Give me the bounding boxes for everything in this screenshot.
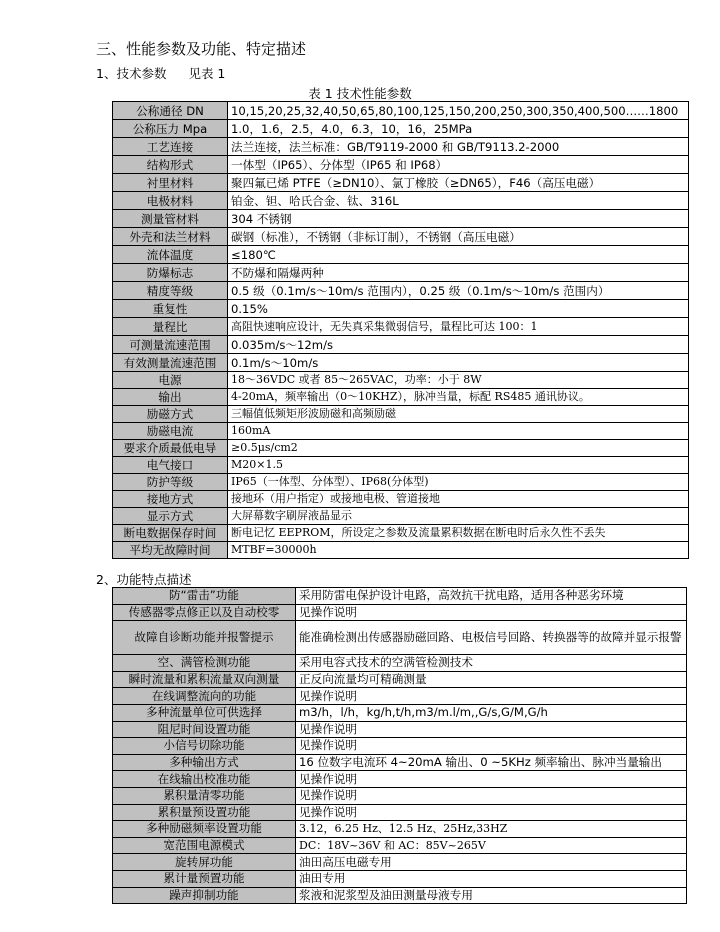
spec-table — [112, 101, 689, 559]
spec-row — [113, 156, 689, 174]
spec-row-label: 精度等级 — [113, 282, 228, 300]
spec-row-value: ≥0.5μs/cm2 — [228, 440, 689, 457]
spec-row-value: 三幅值低频矩形波励磁和高频励磁 — [228, 406, 689, 423]
feature-row — [113, 887, 687, 904]
spec-row-label: 接地方式 — [113, 491, 228, 508]
feature-row-value: 见操作说明 — [296, 688, 687, 705]
feature-row-value: 见操作说明 — [296, 771, 687, 788]
spec-row — [113, 474, 689, 491]
spec-row-value: 18～36VDC 或者 85～265VAC，功率：小于 8W — [228, 372, 689, 389]
table-reference: 见表 1 — [188, 66, 226, 81]
spec-row-label: 量程比 — [113, 318, 228, 336]
spec-row-value: 法兰连接，法兰标准：GB/T9119-2000 和 GB/T9113.2-2000 — [228, 138, 689, 156]
spec-row-label: 公称通径 DN — [113, 102, 228, 120]
spec-row — [113, 525, 689, 542]
feature-row-value: 浆液和泥浆型及油田测量母液专用 — [296, 887, 687, 904]
spec-row-label: 励磁电流 — [113, 423, 228, 440]
feature-row-value: 3.12，6.25 Hz、12.5 Hz、25Hz,33HZ — [296, 821, 687, 838]
feature-row-label: 累计量预置功能 — [113, 870, 296, 887]
section-title: 三、性能参数及功能、特定描述 — [96, 40, 307, 58]
feature-row-value: m3/h，l/h，kg/h,t/h,m3/m.l/m,,G/s,G/M,G/h — [296, 704, 687, 721]
feature-row-label: 阻尼时间设置功能 — [113, 721, 296, 738]
feature-row-value: 见操作说明 — [296, 604, 687, 621]
spec-row-label: 电气接口 — [113, 457, 228, 474]
subsection-tech-params — [96, 64, 225, 82]
spec-row — [113, 210, 689, 228]
spec-row — [113, 174, 689, 192]
spec-row-value: ≤180℃ — [228, 246, 689, 264]
feature-row — [113, 854, 687, 871]
spec-row-value: 0.1m/s～10m/s — [228, 354, 689, 372]
feature-row-label: 在线输出校准功能 — [113, 771, 296, 788]
feature-row-label: 躁声抑制功能 — [113, 887, 296, 904]
feature-row-value: DC：18V~36V 和 AC：85V~265V — [296, 837, 687, 854]
spec-row-value: 接地环（用户指定）或接地电极、管道接地 — [228, 491, 689, 508]
spec-row — [113, 491, 689, 508]
spec-row-label: 防爆标志 — [113, 264, 228, 282]
feature-row-label: 累积量清零功能 — [113, 787, 296, 804]
feature-row-label: 在线调整流向的功能 — [113, 688, 296, 705]
feature-row — [113, 870, 687, 887]
feature-row — [113, 771, 687, 788]
spec-row-label: 衬里材料 — [113, 174, 228, 192]
spec-row-label: 公称压力 Mpa — [113, 120, 228, 138]
spec-row-label: 重复性 — [113, 300, 228, 318]
spec-row-value: 304 不锈钢 — [228, 210, 689, 228]
spec-row-value: 聚四氟已烯 PTFE（≥DN10）、氯丁橡胶（≥DN65），F46（高压电磁） — [228, 174, 689, 192]
feature-row — [113, 655, 687, 672]
subsection-label: 1、技术参数 — [96, 66, 167, 81]
feature-row — [113, 804, 687, 821]
feature-row-value: 见操作说明 — [296, 738, 687, 755]
spec-row — [113, 138, 689, 156]
spec-row — [113, 282, 689, 300]
feature-row-label: 宽范围电源模式 — [113, 837, 296, 854]
feature-row-value: 能准确检测出传感器励磁回路、电极信号回路、转换器等的故障并显示报警 — [296, 621, 687, 655]
spec-row-value: 一体型（IP65）、分体型（IP65 和 IP68） — [228, 156, 689, 174]
spec-row-value: 0.5 级（0.1m/s～10m/s 范围内），0.25 级（0.1m/s～10m/s 范围内） — [228, 282, 689, 300]
spec-row — [113, 102, 689, 120]
spec-row-value: 断电记忆 EEPROM，所设定之参数及流量累积数据在断电时后永久性不丢失 — [228, 525, 689, 542]
feature-row — [113, 588, 687, 605]
spec-row-value: 160mA — [228, 423, 689, 440]
spec-row-label: 有效测量流速范围 — [113, 354, 228, 372]
spec-row — [113, 336, 689, 354]
spec-row — [113, 423, 689, 440]
spec-row — [113, 228, 689, 246]
spec-row — [113, 264, 689, 282]
spec-row-value: 碳钢（标准），不锈钢（非标订制），不锈钢（高压电磁） — [228, 228, 689, 246]
feature-row — [113, 837, 687, 854]
feature-row-label: 防“雷击”功能 — [113, 588, 296, 605]
feature-row-label: 空、满管检测功能 — [113, 655, 296, 672]
spec-row — [113, 508, 689, 525]
feature-row-value: 16 位数字电流环 4~20mA 输出、0 ~5KHz 频率输出、脉冲当量输出 — [296, 754, 687, 771]
spec-row-label: 平均无故障时间 — [113, 542, 228, 559]
feature-row-value: 见操作说明 — [296, 721, 687, 738]
spec-row — [113, 300, 689, 318]
feature-row-label: 多种励磁频率设置功能 — [113, 821, 296, 838]
feature-row — [113, 688, 687, 705]
feature-row — [113, 821, 687, 838]
feature-row-label: 瞬时流量和累积流量双向测量 — [113, 671, 296, 688]
spec-row-value: 大屏幕数字刷屏液晶显示 — [228, 508, 689, 525]
spec-row-label: 断电数据保存时间 — [113, 525, 228, 542]
feature-row — [113, 621, 687, 655]
spec-row — [113, 318, 689, 336]
spec-row-value: MTBF=30000h — [228, 542, 689, 559]
feature-row — [113, 721, 687, 738]
spec-row-label: 电源 — [113, 372, 228, 389]
spec-row — [113, 354, 689, 372]
spec-row-value: 10,15,20,25,32,40,50,65,80,100,125,150,200,250,300,350,400,500……1800 — [228, 102, 689, 120]
spec-row — [113, 457, 689, 474]
feature-row-value: 采用防雷电保护设计电路，高效抗干扰电路，适用各种恶劣环境 — [296, 588, 687, 605]
spec-row-label: 可测量流速范围 — [113, 336, 228, 354]
spec-row-value: M20×1.5 — [228, 457, 689, 474]
spec-row-label: 结构形式 — [113, 156, 228, 174]
spec-row-value: 高阻快速响应设计，无失真采集微弱信号，量程比可达 100：1 — [228, 318, 689, 336]
spec-row — [113, 440, 689, 457]
feature-row — [113, 704, 687, 721]
feature-row-value: 见操作说明 — [296, 804, 687, 821]
feature-row — [113, 738, 687, 755]
spec-row-value: IP65（一体型、分体型）、IP68(分体型) — [228, 474, 689, 491]
feature-row-label: 累积量预设置功能 — [113, 804, 296, 821]
feature-row-label: 传感器零点修正以及自动校零 — [113, 604, 296, 621]
spec-row-label: 流体温度 — [113, 246, 228, 264]
spec-row-label: 显示方式 — [113, 508, 228, 525]
spec-row-value: 铂金、钽、哈氏合金、钛、316L — [228, 192, 689, 210]
feature-row-label: 旋转屏功能 — [113, 854, 296, 871]
spec-row-value: 不防爆和隔爆两种 — [228, 264, 689, 282]
spec-row-value: 0.15% — [228, 300, 689, 318]
feature-row-value: 正反向流量均可精确测量 — [296, 671, 687, 688]
spec-row-value: 4-20mA，频率输出（0～10KHZ），脉冲当量，标配 RS485 通讯协议。 — [228, 389, 689, 406]
feature-row-value: 见操作说明 — [296, 787, 687, 804]
spec-row-value: 1.0，1.6，2.5，4.0，6.3，10，16，25MPa — [228, 120, 689, 138]
spec-row-label: 电极材料 — [113, 192, 228, 210]
spec-row — [113, 372, 689, 389]
feature-row-label: 故障自诊断功能并报警提示 — [113, 621, 296, 655]
spec-row — [113, 542, 689, 559]
feature-row-label: 小信号切除功能 — [113, 738, 296, 755]
feature-row-value: 油田专用 — [296, 870, 687, 887]
feature-row-label: 多种流量单位可供选择 — [113, 704, 296, 721]
subsection-features: 2、功能特点描述 — [96, 572, 192, 587]
spec-row-label: 励磁方式 — [113, 406, 228, 423]
spec-row — [113, 120, 689, 138]
feature-row-value: 油田高压电磁专用 — [296, 854, 687, 871]
spec-row-label: 测量管材料 — [113, 210, 228, 228]
feature-row-value: 采用电容式技术的空满管检测技术 — [296, 655, 687, 672]
feature-row-label: 多种输出方式 — [113, 754, 296, 771]
table1-caption: 表 1 技术性能参数 — [308, 86, 412, 101]
spec-row — [113, 389, 689, 406]
spec-row-label: 要求介质最低电导 — [113, 440, 228, 457]
feature-row — [113, 604, 687, 621]
spec-row-label: 输出 — [113, 389, 228, 406]
spec-row-label: 防护等级 — [113, 474, 228, 491]
feature-row — [113, 754, 687, 771]
spec-row-label: 工艺连接 — [113, 138, 228, 156]
spec-row — [113, 246, 689, 264]
spec-row — [113, 406, 689, 423]
spec-row-value: 0.035m/s～12m/s — [228, 336, 689, 354]
feature-row — [113, 787, 687, 804]
spec-row-label: 外壳和法兰材料 — [113, 228, 228, 246]
feature-row — [113, 671, 687, 688]
spec-row — [113, 192, 689, 210]
feature-table — [112, 587, 687, 904]
